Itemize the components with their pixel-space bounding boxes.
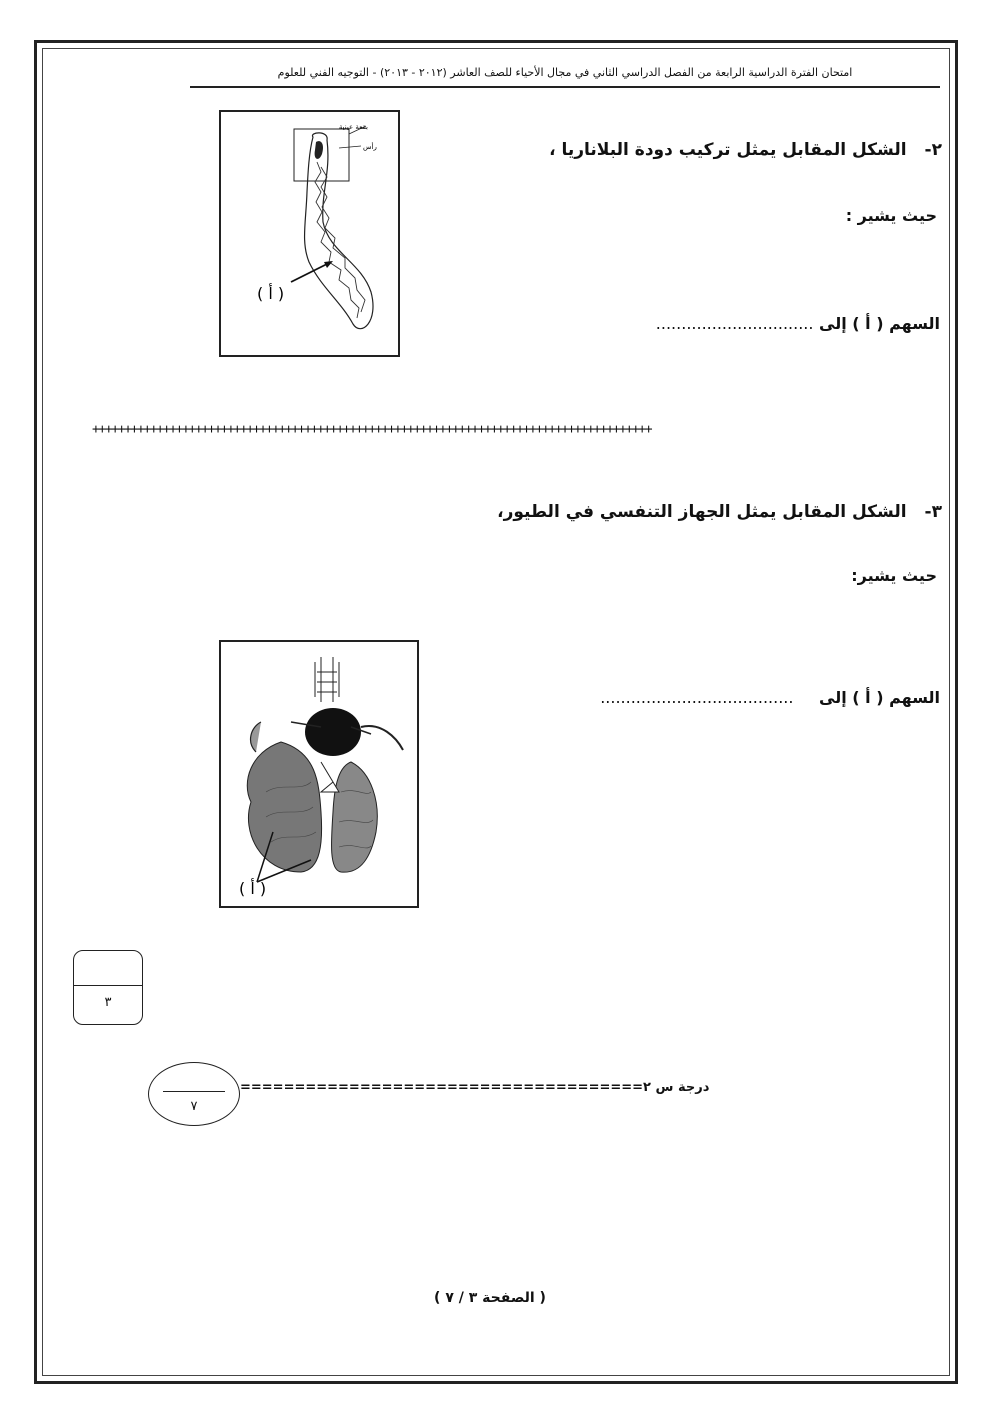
section-separator: +++++++++++++++++++++++++++++++++++++++++++++++++++++++++++++++++++++++++++++++++++++++ bbox=[92, 422, 652, 437]
question-2-answer-line bbox=[656, 314, 940, 333]
question-2-points-label: حيث يشير : bbox=[845, 206, 937, 225]
question-3-text: الشكل المقابل يمثل الجهاز التنفسي في الطيور، bbox=[497, 502, 907, 522]
exam-header: امتحان الفترة الدراسية الرابعة من الفصل الدراسي الثاني في مجال الأحياء للصف العاشر (٢٠١٢ - ٢٠١٣) - التوجيه الفني للعلوم bbox=[277, 66, 853, 79]
question-3-answer-dots[interactable]: ...................................... bbox=[600, 688, 794, 707]
question-2-text: الشكل المقابل يمثل تركيب دودة البلاناريا ، bbox=[549, 140, 907, 160]
planaria-head-label: رأس bbox=[363, 143, 377, 151]
score-box-divider bbox=[74, 985, 142, 986]
question-2-title bbox=[549, 140, 942, 160]
grade-dashes: ===================================== bbox=[240, 1080, 644, 1095]
header-underline bbox=[190, 86, 940, 88]
grade-ellipse bbox=[148, 1062, 240, 1126]
question-3-answer-line bbox=[600, 688, 940, 707]
planaria-drawing bbox=[221, 112, 398, 355]
grade-label: درجة س ٢ bbox=[643, 1080, 710, 1095]
question-2-arrow-label: السهم ( أ ) إلى bbox=[819, 314, 940, 333]
question-3-number: ٣- bbox=[924, 502, 942, 522]
planaria-eyespot-label: بقعة عينية bbox=[338, 123, 368, 131]
score-box-value: ٣ bbox=[104, 995, 112, 1010]
question-2-number: ٢- bbox=[924, 140, 942, 160]
grade-line bbox=[240, 1080, 709, 1095]
bird-respiratory-figure bbox=[219, 640, 419, 908]
bird-respiratory-drawing bbox=[221, 642, 417, 906]
question-3-title bbox=[497, 502, 942, 522]
page-number: ( الصفحة ٣ / ٧ ) bbox=[434, 1290, 546, 1306]
planaria-figure bbox=[219, 110, 400, 357]
grade-ellipse-divider bbox=[163, 1091, 225, 1092]
grade-ellipse-value: ٧ bbox=[190, 1099, 198, 1114]
bird-label-a: ( أ ) bbox=[239, 879, 267, 898]
score-box bbox=[73, 950, 143, 1025]
planaria-label-a: ( أ ) bbox=[257, 284, 285, 303]
question-3-arrow-label: السهم ( أ ) إلى bbox=[819, 688, 940, 707]
question-3-points-label: حيث يشير: bbox=[851, 566, 937, 585]
page-border-inner bbox=[42, 48, 950, 1376]
question-2-answer-dots[interactable]: ............................... bbox=[655, 314, 814, 333]
